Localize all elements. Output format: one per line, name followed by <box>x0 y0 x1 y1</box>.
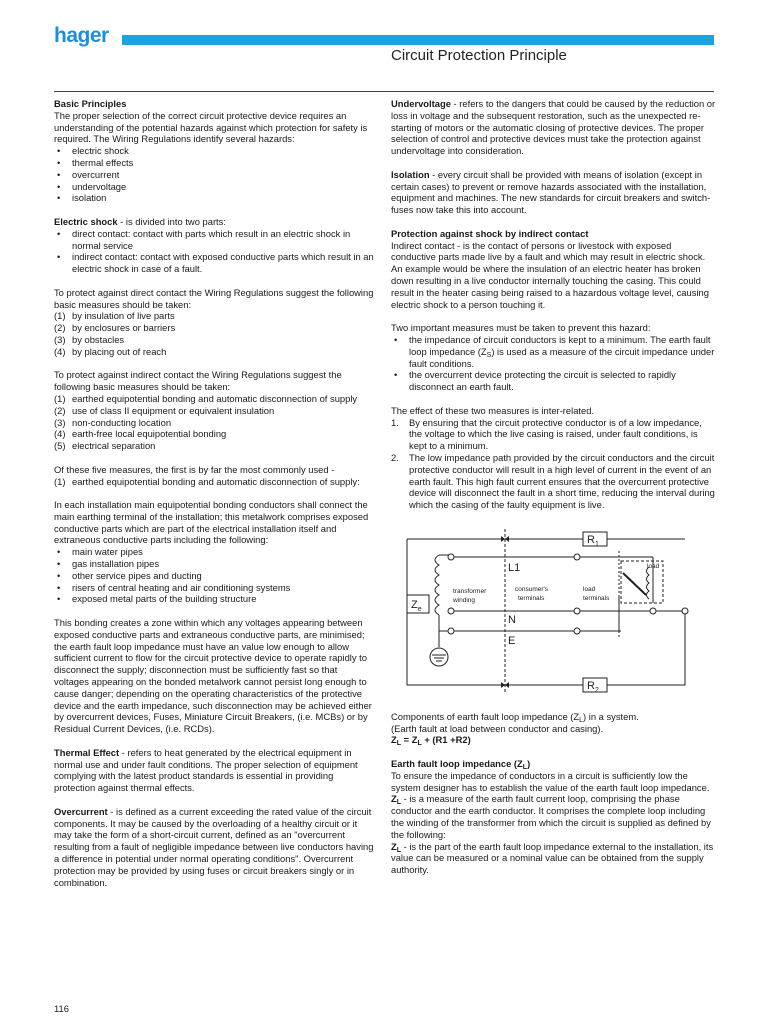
shock-parts-list <box>54 228 374 275</box>
indirect-measures-list <box>54 393 374 452</box>
list-item: (3) by obstacles <box>54 333 125 345</box>
bonding-text: In each installation main equipotential bonding conductors shall connect the main earthing terminal of the installation; this metalwork comprises exposed conductive parts which are part of the electrical installation itself and extraneous conductive parts including the following: <box>54 499 369 546</box>
transformer-winding <box>435 555 439 615</box>
fault-arrow <box>623 573 646 595</box>
r2-label: $R_2$ <box>587 679 599 694</box>
basic-principles-section <box>54 98 374 204</box>
list-item: • the impedance of circuit conductors is kept to a minimum. The earth fault loop impedance $(Z_S)$ is used as a measure of the circuit impedance under fault conditions. <box>391 334 716 369</box>
terminal <box>574 554 580 560</box>
terminal <box>448 608 454 614</box>
e-label: E <box>508 634 516 647</box>
indirect-protection-text: Indirect contact - is the contact of persons or livestock with exposed conductive parts made live by a fault and which may result in electric shock. An example would be where the insulation of an electric heater has broken down resulting in a live conductor internally touching the casing. This could result in the heater casing being raised to a hazardous voltage level, causing electric shock to a person touching it. <box>391 239 709 310</box>
list-item: • other service pipes and ducting <box>54 570 374 582</box>
l1-label: L1 <box>508 561 521 574</box>
indirect-contact-intro: To protect against indirect contact the Wiring Regulations suggest the following basic measures should be taken: <box>54 369 342 393</box>
list-item: • main water pipes <box>54 546 374 558</box>
header-accent-bar <box>122 35 714 45</box>
list-item: • isolation <box>54 192 374 204</box>
list-item: • risers of central heating and air conditioning systems <box>54 582 374 594</box>
bonding-section <box>54 499 374 605</box>
load-label: load <box>647 562 660 570</box>
list-item: (2) use of class II equipment or equivalent insulation <box>54 404 275 416</box>
list-item: 1. By ensuring that the circuit protective conductor is of a low impedance, the voltage to which the live casing is raised, under fault conditions, is kept to a minimum. <box>391 416 702 452</box>
zl-external-definition: $Z_L$ - is the part of the earth fault loop impedance external to the installation, its value can be measured or a nominal value can be obtained from the supply authority. <box>391 840 714 876</box>
ze-label: $Z_e$ <box>411 598 422 613</box>
undervoltage-paragraph: Undervoltage - refers to the dangers that could be caused by the reduction or loss in voltage and the subsequent restoration, such as the unexpected re-starting of motors or the automatic closing of protective devices. The proper selection of control and protective devices must take the protection against undervoltage into consideration. <box>391 98 716 157</box>
basic-principles-text: The proper selection of the correct circuit protective device requires an understanding of the potential hazards against which protection for safety is required. The Wiring Regulations identify several hazards: <box>54 109 368 145</box>
isolation-paragraph: Isolation - every circuit shall be provided with means of isolation (except in certain cases) to prevent or remove hazards associated with the installation, equipment and machines. The new standards for circuit breakers and switch-fuses now take this into account. <box>391 168 711 216</box>
caption-line-2: (Earth fault at load between conductor and casing). <box>391 722 604 734</box>
diagram-caption <box>391 711 716 746</box>
brand-logo: hager <box>54 24 109 47</box>
list-item: 2. The low impedance path provided by the circuit conductors and the circuit protective conductor will result in a high level of current in the event of an earth fault. This high fault current ensures that the overcurrent protective device will disconnect the fault in a short time, reducing the interval during which the casing of the faulty equipment is live. <box>391 451 715 511</box>
five-measures-list <box>54 476 374 488</box>
page-number: 116 <box>54 1003 69 1014</box>
thermal-effect-heading: Thermal Effect <box>54 746 120 758</box>
bonding-list <box>54 546 374 605</box>
effects-intro: The effect of these two measures is inter-related. <box>391 404 595 416</box>
transformer-label: transformer <box>453 587 487 595</box>
zone-paragraph: This bonding creates a zone within which any voltages appearing between exposed conductive parts and extraneous conductive parts, are minimised; the earth fault loop impedance must have an value low enough to allow sufficient current to flow for the circuit protective device to operate rapidly to disconnect the supply; disconnection must be sufficiently fast so that voltages appearing on the bonded metalwork cannot persist long enough to cause danger; depending on the operating characteristics of the protective device and the earth impedance, such disconnection may be achieved either by overcurrent devices, Fuses, Miniature Circuit Breakers, (i.e. MCBs) or by Residual Current Devices, (i.e. RCDs). <box>54 617 372 735</box>
list-item: • undervoltage <box>54 181 374 193</box>
indirect-protection-heading: Protection against shock by indirect contact <box>391 227 589 239</box>
list-item: (4) by placing out of reach <box>54 345 167 357</box>
efli-section <box>391 758 716 876</box>
list-item: • gas installation pipes <box>54 558 374 570</box>
list-item: (1) earthed equipotential bonding and automatic disconnection of supply <box>54 392 358 404</box>
arrow-marker <box>501 536 505 542</box>
list-item: (5) electrical separation <box>54 440 156 452</box>
list-item: • thermal effects <box>54 157 374 169</box>
overcurrent-paragraph: Overcurrent - is defined as a current exceeding the rated value of the circuit components. It may be caused by the overloading of a healthy circuit or it may take the form of a short-circuit current, defined as an "overcurrent resulting from a fault of negligible impedance between live conductors having a difference in potential under normal operating conditions". Overcurrent protection may be provided by using fuses or circuit breakers singly or in combination. <box>54 805 374 888</box>
effects-section <box>391 405 716 511</box>
list-item: (1) earthed equipotential bonding and automatic disconnection of supply: <box>54 475 360 487</box>
load-terminals-label-b: terminals <box>583 594 610 602</box>
five-measures-section <box>54 464 374 488</box>
efli-heading: Earth fault loop impedance $(Z_L)$ <box>391 758 531 772</box>
indirect-protection-section <box>391 228 716 311</box>
load-terminals-label-a: load <box>583 585 596 593</box>
list-item: (3) non-conducting location <box>54 416 172 428</box>
list-item: • exposed metal parts of the building structure <box>54 593 374 605</box>
list-item: (2) by enclosures or barriers <box>54 322 176 334</box>
consumers-label: consumer's <box>515 585 549 593</box>
thermal-effect-paragraph: Thermal Effect - refers to heat generated by the electrical equipment in normal use and under fault conditions. The proper selection of equipment complying with the latest product standards is essential in providing protection against thermal effects. <box>54 746 358 794</box>
electric-shock-heading: Electric shock <box>54 215 118 227</box>
isolation-heading: Isolation <box>391 168 430 180</box>
two-measures-intro: Two important measures must be taken to prevent this hazard: <box>391 322 651 334</box>
terminal <box>682 608 688 614</box>
terminal <box>448 554 454 560</box>
list-item: (1) by insulation of live parts <box>54 310 175 322</box>
electric-shock-section <box>54 216 374 275</box>
electric-shock-text: - is divided into two parts: <box>117 215 226 227</box>
circuit-diagram-svg <box>391 527 716 697</box>
five-measures-intro: Of these five measures, the first is by far the most commonly used - <box>54 463 335 475</box>
list-item: • electric shock <box>54 145 374 157</box>
efli-text: To ensure the impedance of conductors in a circuit is sufficiently low the system designer has to establish the value of the earth fault loop impedance. <box>391 769 710 793</box>
overcurrent-heading: Overcurrent <box>54 805 108 817</box>
undervoltage-heading: Undervoltage <box>391 98 451 109</box>
list-item: • indirect contact: contact with exposed conductive parts which result in an electric shock in case of a fault. <box>54 251 374 275</box>
list-item: (4) earth-free local equipotential bonding <box>54 428 227 440</box>
terminal <box>574 628 580 634</box>
earth-fault-loop-diagram <box>391 527 716 697</box>
load-winding <box>647 567 650 599</box>
header-rule <box>54 91 714 92</box>
direct-contact-intro: To protect against direct contact the Wiring Regulations suggest the following basic measures should be taken: <box>54 286 374 310</box>
effects-list <box>391 417 716 511</box>
left-column <box>54 98 374 900</box>
consumer-terminals-label: terminals <box>518 594 545 602</box>
list-item: • overcurrent <box>54 169 374 181</box>
caption-line-1: Components of earth fault loop impedance $(Z_L)$ in a system. <box>391 710 639 724</box>
direct-measures-list <box>54 310 374 357</box>
list-item: • the overcurrent device protecting the circuit is selected to rapidly disconnect an earth fault. <box>391 369 716 393</box>
list-item: • direct contact: contact with parts which result in an electric shock in normal service <box>54 228 374 252</box>
terminal <box>650 608 656 614</box>
hazard-list <box>54 145 374 204</box>
formula: $Z_L = Z_L + (R1 +R2)$ <box>391 734 471 748</box>
zl-definition: $Z_L$ - is a measure of the earth fault current loop, comprising the phase conductor and the earth conductor. It comprises the complete loop including the winding of the transformer from which the circuit is supplied as defined by the following: <box>391 793 711 840</box>
direct-contact-section <box>54 287 374 358</box>
indirect-contact-section <box>54 369 374 452</box>
terminal <box>574 608 580 614</box>
basic-principles-heading: Basic Principles <box>54 98 127 109</box>
earth-symbol <box>430 648 448 666</box>
n-label: N <box>508 613 516 626</box>
right-column <box>391 98 716 876</box>
terminal <box>448 628 454 634</box>
page-title: Circuit Protection Principle <box>391 47 567 64</box>
winding-label: winding <box>453 596 476 604</box>
two-measures-section <box>391 322 716 393</box>
r1-label: $R_1$ <box>587 533 599 548</box>
two-measures-list <box>391 334 716 393</box>
